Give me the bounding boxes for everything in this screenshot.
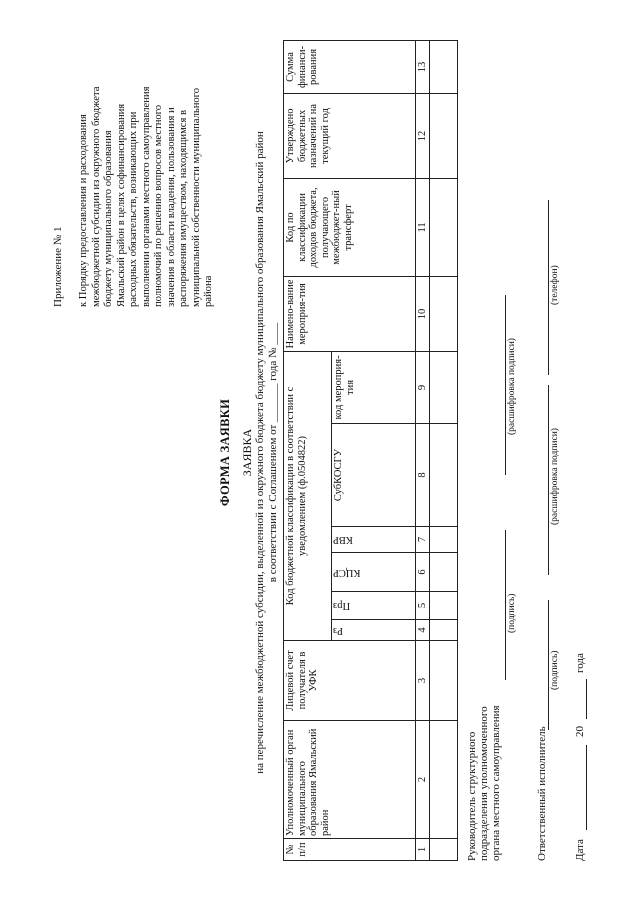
- column-number: 4: [416, 620, 430, 641]
- executor-label: Ответственный исполнитель: [536, 726, 548, 861]
- request-title: ЗАЯВКА: [240, 428, 254, 477]
- header-prz-text: Прз: [333, 600, 351, 612]
- appendix-line: выполнении органами местного самоуправления: [140, 86, 152, 307]
- header-kvr-text: КВР: [333, 534, 353, 546]
- date-line: [586, 745, 587, 830]
- table-cell: [430, 40, 458, 93]
- table-cell: [430, 553, 458, 592]
- table-cell: [430, 178, 458, 276]
- column-number: 13: [416, 40, 430, 93]
- head-decode-line: [505, 295, 506, 475]
- header-num: № п/п: [284, 839, 416, 861]
- request-agreement: в соответствии с Соглашением от _______ года № ____: [267, 322, 279, 583]
- header-rz-text: Рз: [333, 624, 343, 636]
- request-table: [283, 40, 458, 861]
- header-event-name: Наимено-вание мероприя-тия: [284, 276, 416, 351]
- head-signature-caption: (подпись): [507, 593, 517, 633]
- appendix-line: распоряжения имуществом, находящимся в: [178, 109, 189, 307]
- form-title: ФОРМА ЗАЯВКИ: [218, 398, 232, 507]
- header-organ: Уполномоченный орган муниципального образования Ямальский район: [284, 721, 416, 839]
- request-subtitle: на перечисление межбюджетной субсидии, выделенной из окружного бюджета бюджету муниципального образования Ямальский район: [254, 131, 266, 774]
- table-row: [430, 40, 458, 860]
- column-number: 6: [416, 553, 430, 592]
- table-cell: [430, 424, 458, 527]
- appendix-line: к Порядку предоставления и расходования: [78, 114, 89, 307]
- head-signature-line: [505, 530, 506, 680]
- date-year-prefix: 20: [574, 726, 586, 737]
- header-sum: Сумма финанси-рования: [284, 40, 416, 93]
- executor-phone-caption: (телефон): [550, 265, 560, 305]
- table-cell: [430, 527, 458, 553]
- executor-signature-line: [548, 600, 549, 730]
- column-number: 9: [416, 351, 430, 423]
- table-cell: [430, 276, 458, 351]
- appendix-line: бюджету муниципального образования: [103, 130, 114, 307]
- header-kcsr: [332, 553, 416, 592]
- executor-signature-caption: (подпись): [550, 650, 560, 690]
- table-cell: [430, 620, 458, 641]
- header-kvr: [332, 527, 416, 553]
- column-number: 5: [416, 592, 430, 620]
- column-number: 3: [416, 641, 430, 721]
- column-number: 1: [416, 839, 430, 861]
- header-budget-code: Код бюджетной классификации в соответствии с уведомлением (ф.0504822): [284, 351, 332, 640]
- header-approved: Утверждено бюджетных назначений на текущий год: [284, 93, 416, 178]
- table-cell: [430, 351, 458, 423]
- appendix-line: муниципальной собственности муниципального: [190, 87, 202, 307]
- column-number: 2: [416, 721, 430, 839]
- table-cell: [430, 839, 458, 861]
- appendix-line: района: [203, 275, 214, 307]
- header-subkosgu: СубКОСГУ: [332, 424, 416, 527]
- column-number: 11: [416, 178, 430, 276]
- column-number: 12: [416, 93, 430, 178]
- head-label-line: Руководитель структурного: [466, 731, 478, 861]
- appendix-line: Ямальский район в целях софинансирования: [115, 103, 127, 307]
- executor-decode-caption: (расшифровка подписи): [550, 428, 560, 525]
- table-cell: [430, 592, 458, 620]
- executor-phone-line: [548, 200, 549, 375]
- appendix-text: [78, 57, 216, 307]
- table-cell: [430, 93, 458, 178]
- appendix-line: полномочий по решению вопросов местного: [153, 104, 164, 307]
- header-account: Лицевой счет получателя в УФК: [284, 641, 416, 721]
- column-number: 8: [416, 424, 430, 527]
- head-label-line: органа местного самоуправления: [490, 705, 502, 861]
- column-number-row: [416, 40, 430, 860]
- appendix-line: межбюджетной субсидии из окружного бюджета: [90, 86, 102, 307]
- head-label-line: подразделения уполномоченного: [478, 706, 490, 861]
- date-label: Дата: [574, 839, 586, 861]
- column-number: 10: [416, 276, 430, 351]
- appendix-line: значения в области владения, пользования и: [165, 107, 177, 307]
- header-income-code: Код по классификации доходов бюджета, получающего межбюджет-ный трансферт: [284, 178, 416, 276]
- header-prz: [332, 592, 416, 620]
- table-cell: [430, 641, 458, 721]
- header-kcsr-text: КЦСР: [333, 566, 361, 578]
- header-rz: [332, 620, 416, 641]
- column-number: 7: [416, 527, 430, 553]
- appendix-title: Приложение № 1: [52, 226, 64, 307]
- head-signature-label: [466, 705, 502, 861]
- date-suffix: года: [574, 653, 586, 673]
- header-event-code: код мероприя-тия: [332, 351, 416, 423]
- table-header-row: [284, 40, 332, 860]
- executor-decode-line: [548, 385, 549, 575]
- date-year-line: [586, 679, 587, 719]
- table-cell: [430, 721, 458, 839]
- appendix-line: расходных обязательств, возникающих при: [128, 111, 139, 307]
- head-decode-caption: (расшифровка подписи): [507, 338, 517, 435]
